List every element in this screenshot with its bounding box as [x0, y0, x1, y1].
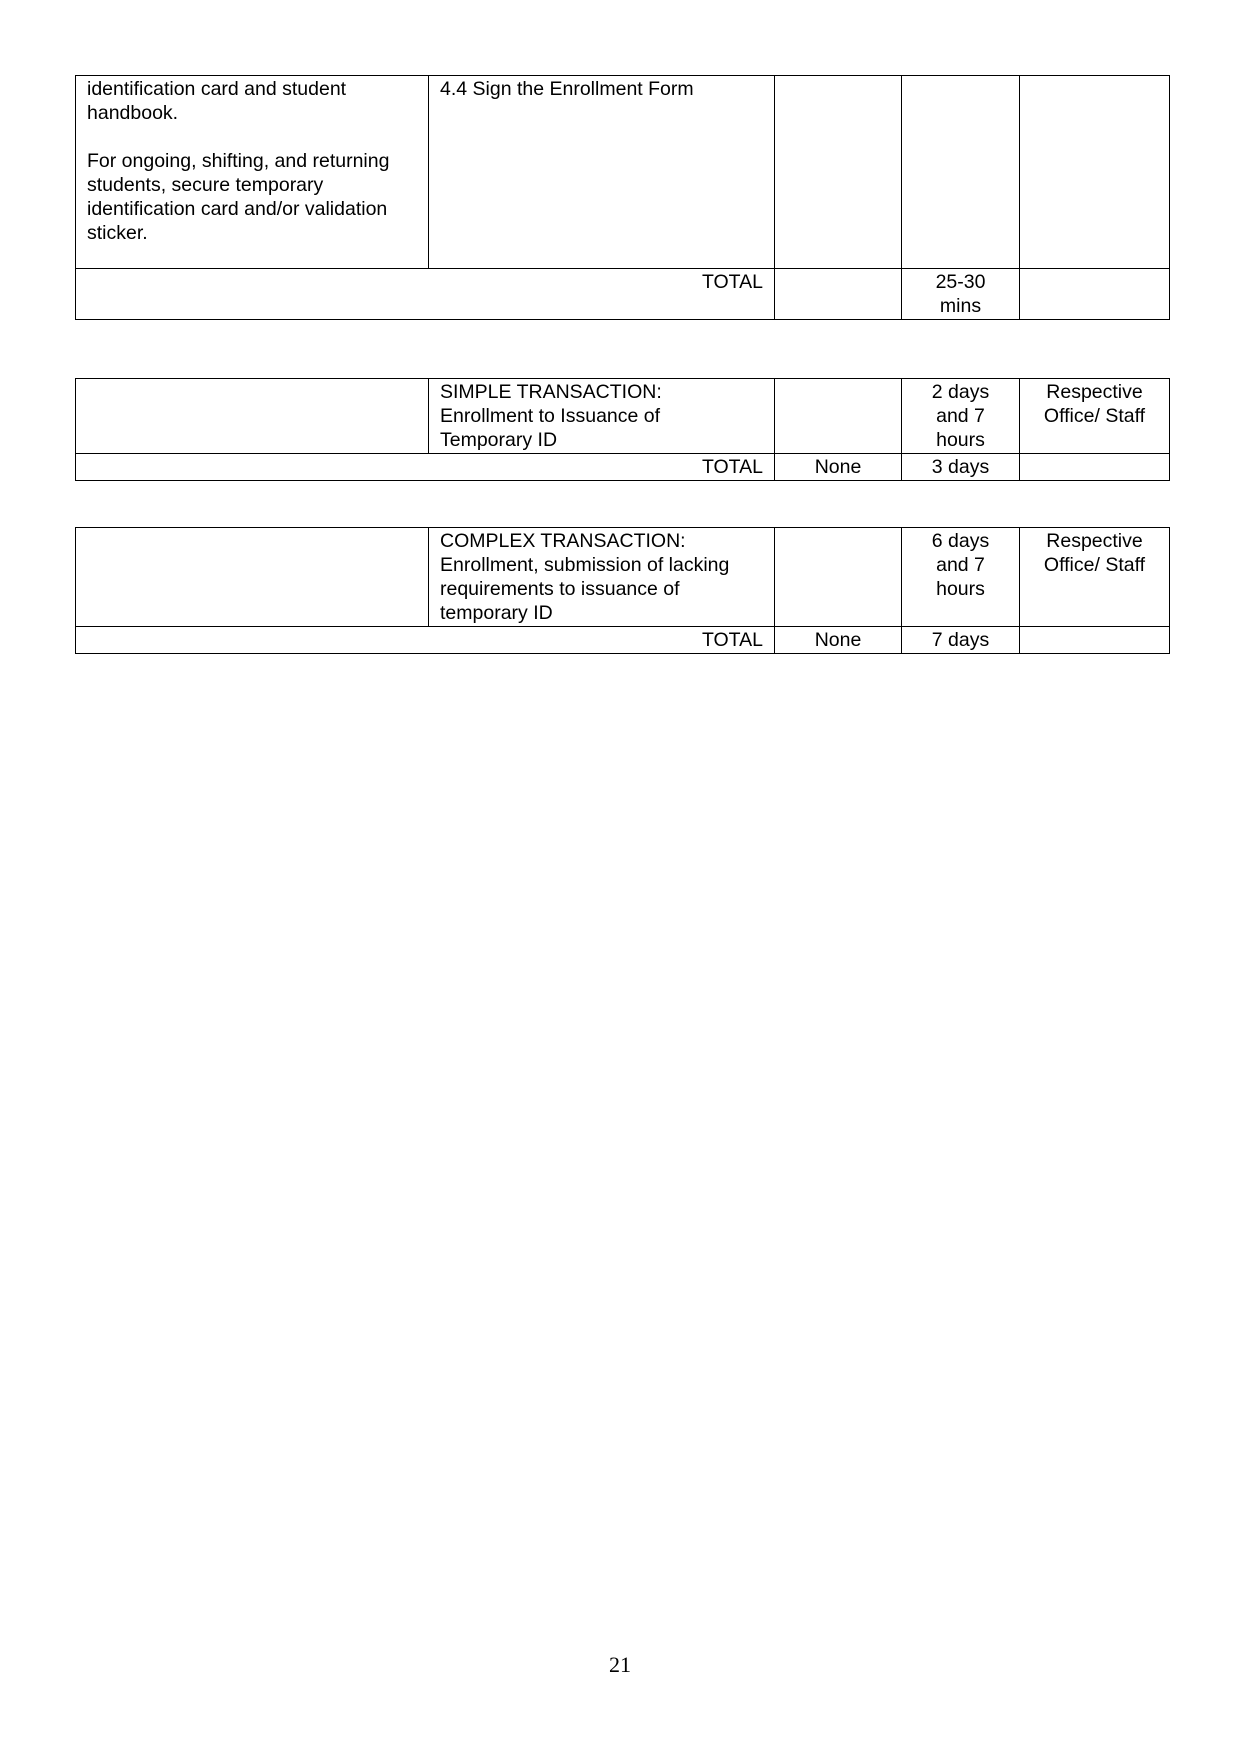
total-time: 3 days: [902, 454, 1020, 481]
responsible-person-cell: Respective Office/ Staff: [1020, 528, 1170, 627]
simple-transaction-table: [75, 378, 1170, 481]
client-step-cell: [76, 379, 429, 454]
total-fee: [775, 269, 902, 320]
total-fee: None: [775, 627, 902, 654]
processing-time-cell: 6 days and 7 hours: [902, 528, 1020, 627]
total-time: 25-30 mins: [902, 269, 1020, 320]
total-label: TOTAL: [76, 627, 775, 654]
fee-cell: [775, 379, 902, 454]
page-number: 21: [609, 1652, 631, 1677]
fee-cell: [775, 528, 902, 627]
total-fee: None: [775, 454, 902, 481]
total-row: [76, 627, 1170, 654]
complex-transaction-table: [75, 527, 1170, 654]
table-row: [76, 379, 1170, 454]
transaction-description: SIMPLE TRANSACTION: Enrollment to Issuance of Temporary ID: [429, 379, 775, 454]
fee-cell: [775, 76, 902, 269]
client-step-cell: identification card and student handbook. For ongoing, shifting, and returning students, secure temporary identification card and/or validation sticker.: [76, 76, 429, 269]
total-label: TOTAL: [76, 269, 775, 320]
processing-time-cell: 2 days and 7 hours: [902, 379, 1020, 454]
total-responsible-cell: [1020, 627, 1170, 654]
table-row: [76, 76, 1170, 269]
enrollment-steps-table: [75, 75, 1170, 320]
table-row: [76, 528, 1170, 627]
client-step-cell: [76, 528, 429, 627]
responsible-person-cell: [1020, 76, 1170, 269]
responsible-person-cell: Respective Office/ Staff: [1020, 379, 1170, 454]
total-label: TOTAL: [76, 454, 775, 481]
total-row: [76, 269, 1170, 320]
total-responsible-cell: [1020, 269, 1170, 320]
agency-action-cell: 4.4 Sign the Enrollment Form: [429, 76, 775, 269]
total-responsible-cell: [1020, 454, 1170, 481]
transaction-description: COMPLEX TRANSACTION: Enrollment, submission of lacking requirements to issuance of temporary ID: [429, 528, 775, 627]
processing-time-cell: [902, 76, 1020, 269]
total-time: 7 days: [902, 627, 1020, 654]
total-row: [76, 454, 1170, 481]
